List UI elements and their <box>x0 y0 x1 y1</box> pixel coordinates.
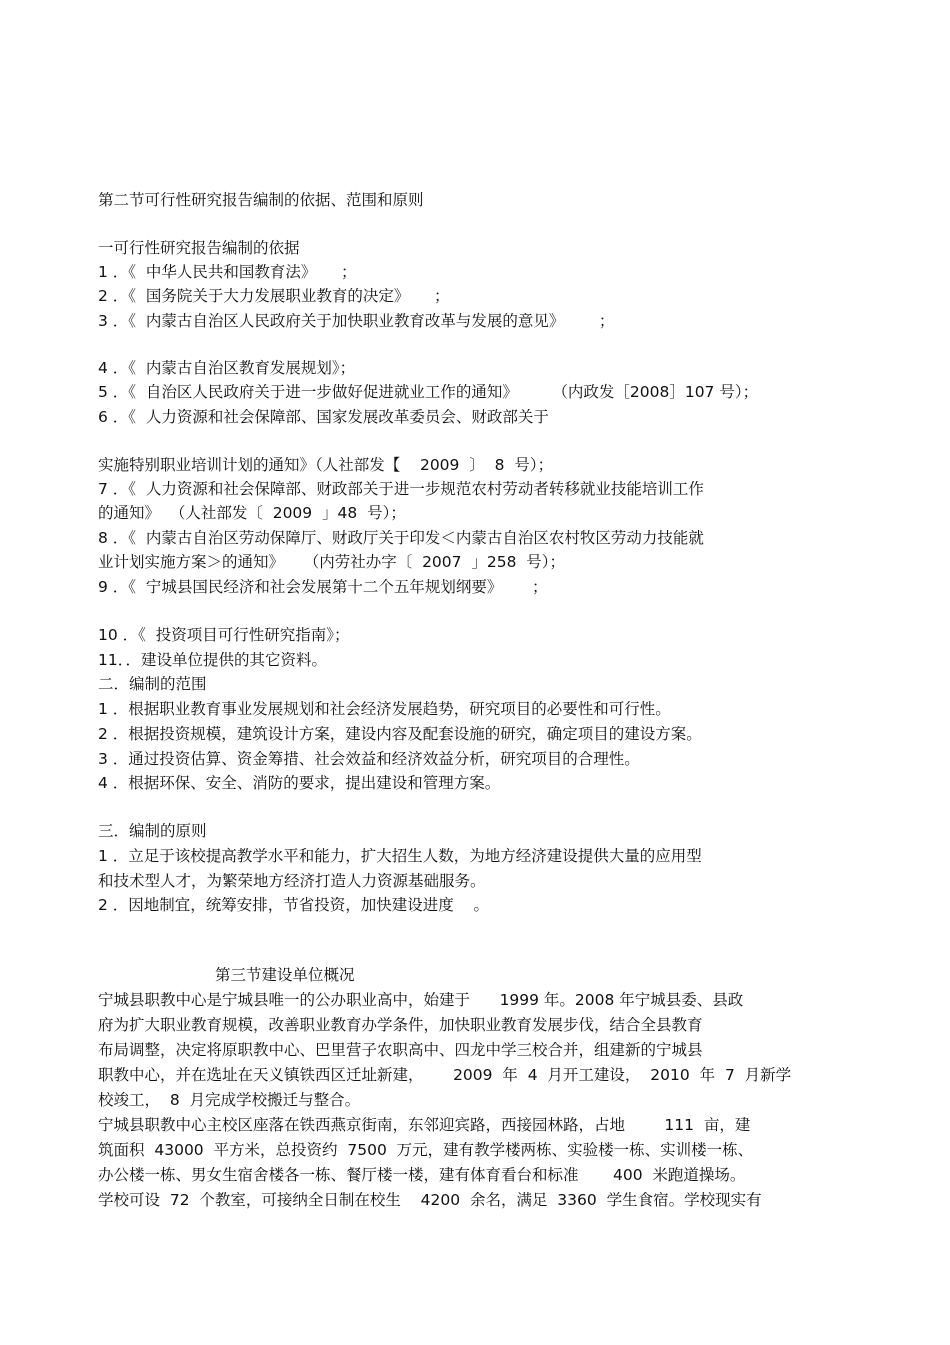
section-2-title: 第二节可行性研究报告编制的依据、范围和原则 <box>98 191 424 209</box>
overview-line-1: 宁城县职教中心是宁城县唯一的公办职业高中，始建于 1999 年。2008 年宁城县委、县政 <box>98 991 744 1009</box>
campus-line-3: 办公楼一栋、男女生宿舍楼各一栋、餐厅楼一楼，建有体育看台和标准 400 米跑道操场。 <box>98 1166 746 1184</box>
campus-line-2: 筑面积 43000 平方米，总投资约 7500 万元，建有教学楼两栋、实验楼一栋、实训楼一栋、 <box>98 1141 754 1159</box>
overview-line-2: 府为扩大职业教育规模，改善职业教育办学条件，加快职业教育发展步伐，结合全县教育 <box>98 1016 703 1034</box>
basis-item-6-cont: 实施特别职业培训计划的通知》（人社部发【 2009 〕 8 号）； <box>98 456 554 474</box>
basis-item-4: 4 ．《 内蒙古自治区教育发展规划》； <box>98 359 356 377</box>
overview-line-5: 校竣工， 8 月完成学校搬迁与整合。 <box>98 1091 361 1109</box>
basis-item-10: 10 ．《 投资项目可行性研究指南》； <box>98 626 350 644</box>
scope-item-3: 3 ．通过投资估算、资金筹措、社会效益和经济效益分析，研究项目的合理性。 <box>98 750 640 768</box>
basis-item-2: 2 ．《 国务院关于大力发展职业教育的决定》 ； <box>98 287 450 305</box>
overview-line-3: 布局调整，决定将原职教中心、巴里营子农职高中、四龙中学三校合并，组建新的宁城县 <box>98 1041 703 1059</box>
scope-item-1: 1 ．根据职业教育事业发展规划和社会经济发展趋势，研究项目的必要性和可行性。 <box>98 700 671 718</box>
scope-heading: 二．编制的范围 <box>98 675 207 693</box>
principle-item-2: 2 ．因地制宜，统筹安排，节省投资，加快建设进度 。 <box>98 896 489 914</box>
scope-item-2: 2 ．根据投资规模，建筑设计方案，建设内容及配套设施的研究，确定项目的建设方案。 <box>98 725 702 743</box>
principle-item-1-cont: 和技术型人才，为繁荣地方经济打造人力资源基础服务。 <box>98 872 486 890</box>
basis-item-7: 7 ．《 人力资源和社会保障部、财政部关于进一步规范农村劳动者转移就业技能培训工作 <box>98 480 704 498</box>
basis-item-7-cont: 的通知》 （人社部发〔 2009 」48 号）； <box>98 504 406 522</box>
basis-item-3: 3 ．《 内蒙古自治区人民政府关于加快职业教育改革与发展的意见》 ； <box>98 312 615 330</box>
section-3-title: 第三节建设单位概况 <box>215 966 355 984</box>
basis-item-1: 1 ．《 中华人民共和国教育法》 ； <box>98 263 357 281</box>
campus-line-1: 宁城县职教中心主校区座落在铁西燕京街南，东邻迎宾路，西接园林路，占地 111 亩，建 <box>98 1116 751 1134</box>
scope-item-4: 4 ．根据环保、安全、消防的要求，提出建设和管理方案。 <box>98 774 501 792</box>
basis-item-5: 5 ．《 自治区人民政府关于进一步做好促进就业工作的通知》 （内政发［2008］107 号）； <box>98 383 759 401</box>
basis-item-8-cont: 业计划实施方案＞的通知》 （内劳社办字〔 2007 」258 号）； <box>98 553 566 571</box>
overview-line-4: 职教中心，并在选址在天义镇铁西区迁址新建， 2009 年 4 月开工建设， 2010 年 7 月新学 <box>98 1066 792 1084</box>
principle-item-1: 1 ．立足于该校提高教学水平和能力，扩大招生人数，为地方经济建设提供大量的应用型 <box>98 847 702 865</box>
basis-item-9: 9 ．《 宁城县国民经济和社会发展第十二个五年规划纲要》 ； <box>98 578 548 596</box>
basis-item-6: 6 ．《 人力资源和社会保障部、国家发展改革委员会、财政部关于 <box>98 408 549 426</box>
campus-line-4: 学校可设 72 个教室，可接纳全日制在校生 4200 余名，满足 3360 学生食宿。学校现实有 <box>98 1191 762 1209</box>
principle-heading: 三．编制的原则 <box>98 822 207 840</box>
basis-heading: 一可行性研究报告编制的依据 <box>98 239 300 257</box>
basis-item-11: 11．．建设单位提供的其它资料。 <box>98 651 327 669</box>
basis-item-8: 8 ．《 内蒙古自治区劳动保障厅、财政厅关于印发＜内蒙古自治区农村牧区劳动力技能就 <box>98 529 704 547</box>
